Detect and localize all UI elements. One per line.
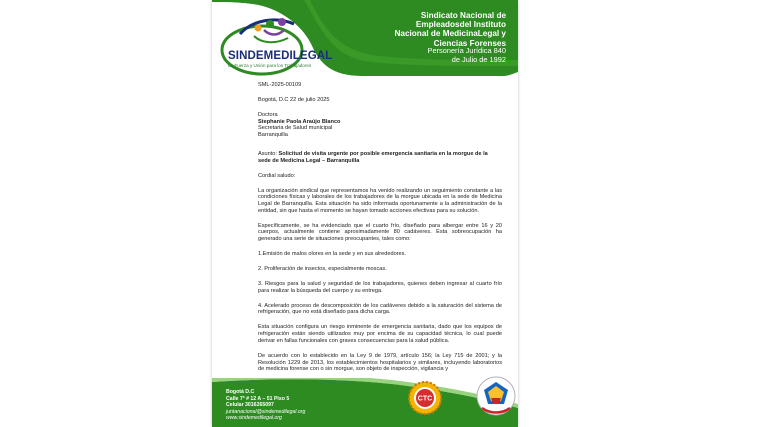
recipient-name: Stephanie Paola Araújo Blanco: [258, 118, 341, 125]
footer-email[interactable]: juntanacional@sindemedilegal.org: [226, 408, 306, 415]
subject: [258, 151, 502, 164]
list-item-2: 2. Proliferación de insectos, especialmente moscas.: [258, 266, 387, 273]
ctc-seal-icon: [408, 381, 442, 415]
paragraph-3: Esta situación configura un riesgo inminente de emergencia sanitaria, dado que los equipos de refrigeración están siendo utilizados muy por encima de su capacidad técnica, lo cual puede derivar en fallas funcionales con graves consecuencias para la salud pública.: [258, 324, 502, 344]
greeting: Cordial saludo:: [258, 172, 296, 179]
footer-phone: Celular 3016265097: [226, 402, 274, 409]
logo-tagline: La Fuerza y Unión para los Trabajadores: [228, 63, 312, 68]
list-item-3: 3. Riesgos para la salud y seguridad de los trabajadores, quienes deben ingresar al cuarto frío para realizar la búsqueda del cuerpo y su entrega.: [258, 281, 502, 294]
org-name: Sindicato Nacional de Empleadosdel Instituto Nacional de MedicinaLegal y Ciencias Forenses: [394, 11, 506, 48]
paragraph-4: De acuerdo con lo establecido en la Ley 9 de 1979, artículo 156; la Ley 715 de 2001; y la Resolución 1229 de 2013, los establecimientos hospitalarios y similares, incluyendo laboratorios de medicina forense con o sin morgue, son objeto de inspección, vigilancia y: [258, 352, 502, 373]
letter-body: [258, 82, 502, 373]
paragraph-2: Específicamente, se ha evidenciado que el cuarto frío, diseñado para albergar entre 16 y 20 cuerpos, actualmente contiene aproximadamente 80 cadáveres. Esta sobreocupación ha generado una serie de situaciones preocupantes, tales como:: [258, 222, 502, 243]
date-line: Bogotá, D.C 22 de julio 2025: [258, 97, 330, 103]
list-item-4: 4. Acelerado proceso de descomposición de los cadáveres debido a la saturación del sistema de refrigeración, que no está diseñado para dicha carga.: [258, 302, 502, 316]
recipient-role: Secretaria de Salud municipal: [258, 125, 333, 132]
ctc-seal-text: CTC: [417, 395, 433, 403]
personeria-juridica: Personería Jurídica 840 de Julio de 1992: [427, 46, 506, 64]
logo-wordmark: SINDEMEDILEGAL: [228, 50, 333, 62]
footer-address: Calle 7ª # 12 A – 51 Piso 5: [226, 395, 290, 402]
subject-label: Asunto:: [258, 150, 277, 157]
list-item-1: 1.Emisión de malos olores en la sede y en sus alrededores.: [258, 251, 407, 258]
reference-number: SML-2025-00109: [258, 82, 302, 88]
letter-page: [212, 0, 518, 427]
recipient-title: Doctora: [258, 112, 278, 118]
footer-website[interactable]: www.sindemedilegal.org: [226, 415, 282, 422]
recipient-city: Barranquilla: [258, 132, 288, 139]
emblem-seal-icon: [474, 374, 518, 418]
subject-text: Solicitud de visita urgente por posible emergencia sanitaria en la morgue de la sede de Medicina Legal – Barranquilla: [258, 150, 488, 164]
paragraph-1: La organización sindical que representamos ha venido realizando un seguimiento constante a las condiciones físicas y laborales de los trabajadores de la morgue ubicada en la sede de Medicina Legal de Barranquilla. Esta situación ha sido informada oportunamente a la administración de la entidad, sin que hasta el momento se hayan tomado acciones efectivas para su solución.: [258, 187, 502, 214]
footer-city: Bogotá D.C: [226, 389, 255, 395]
contact-info: [226, 389, 346, 422]
